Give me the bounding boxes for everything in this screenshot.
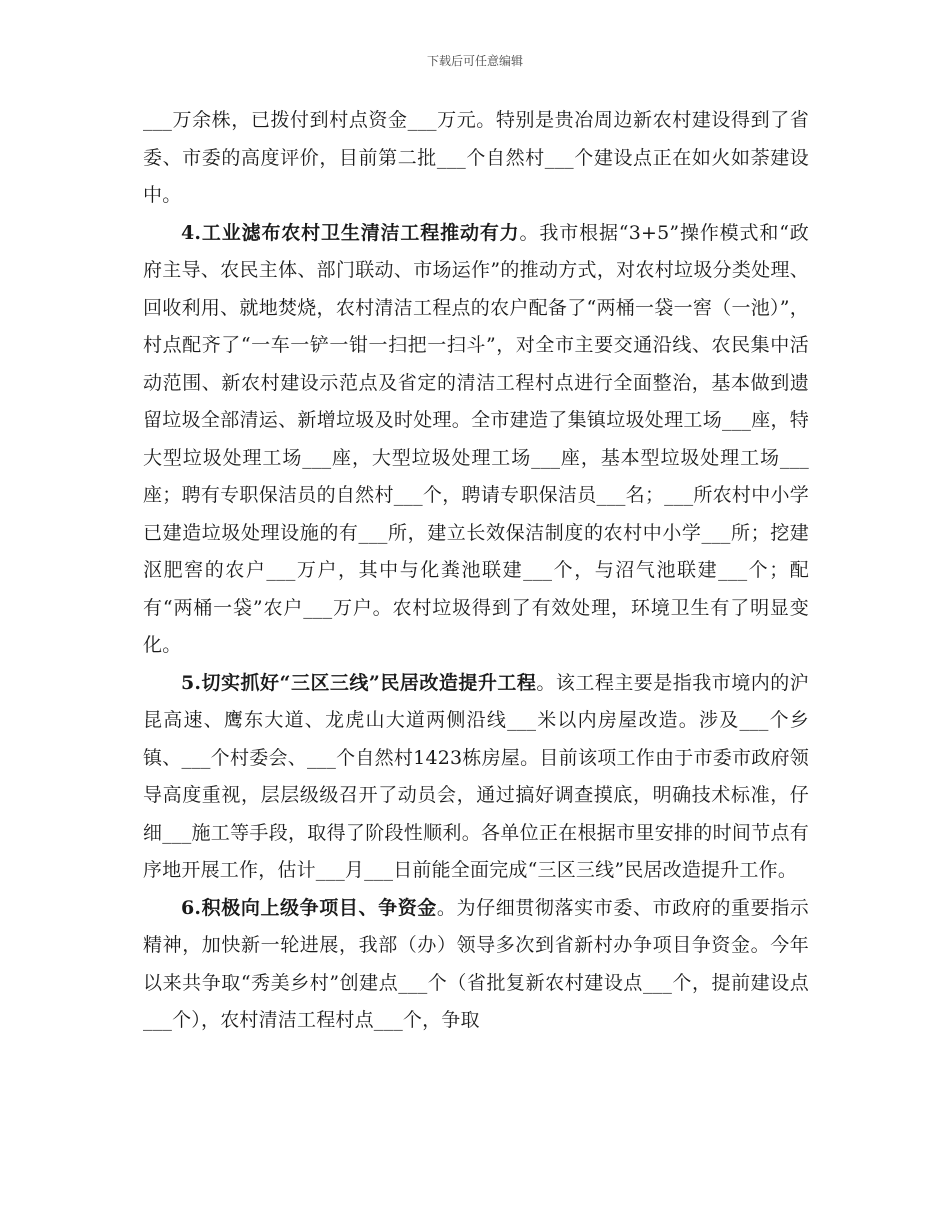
paragraph-4-text: 。为仔细贯彻落实市委、市政府的重要指示精神，加快新一轮进展，我部（办）领导多次到省新村办争项目争资金。今年以来共争取“秀美乡村”创建点___个（省批复新农村建设点___个，提前建设点___个），农村清洁工程村点___个，争取 [143,896,809,1031]
paragraph-2-text: 。我市根据“3+5”操作模式和“政府主导、农民主体、部门联动、市场运作”的推动方式，对农村垃圾分类处理、回收利用、就地焚烧，农村清洁工程点的农户配备了“两桶一袋一窖（一池）”，村点配齐了“一车一铲一钳一扫把一扫斗”，对全市主要交通沿线、农民集中活动范围、新农村建设示范点及省定的清洁工程村点进行全面整治，基本做到遗留垃圾全部清运、新增垃圾及时处理。全市建造了集镇垃圾处理工场___座，特大型垃圾处理工场___座，大型垃圾处理工场___座，基本型垃圾处理工场___座；聘有专职保洁员的自然村___个，聘请专职保洁员___名；___所农村中小学已建造垃圾处理设施的有___所，建立长效保洁制度的农村中小学___所；挖建沤肥窖的农户___万户，其中与化粪池联建___个，与沼气池联建___个；配有“两桶一袋”农户___万户。农村垃圾得到了有效处理，环境卫生有了明显变化。 [143,221,809,656]
paragraph-3 [143,665,809,890]
paragraph-4 [143,890,809,1040]
document-body [143,102,809,1040]
paragraph-4-heading: 6.积极向上级争项目、争资金 [181,896,437,919]
paragraph-3-text: 。该工程主要是指我市境内的沪昆高速、鹰东大道、龙虎山大道两侧沿线___米以内房屋改造。涉及___个乡镇、___个村委会、___个自然村1423栋房屋。目前该项工作由于市委市政府领导高度重视，层层级级召开了动员会，通过搞好调查摸底，明确技术标准，仔细___施工等手段，取得了阶段性顺利。各单位正在根据市里安排的时间节点有序地开展工作，估计___月___日前能全面完成“三区三线”民居改造提升工作。 [143,671,809,881]
page-header-note: 下载后可任意编辑 [426,54,523,68]
paragraph-2-heading: 4.工业滤布农村卫生清洁工程推动有力 [181,221,520,244]
paragraph-3-heading: 5.切实抓好“三区三线”民居改造提升工程 [181,671,537,694]
paragraph-2 [143,215,809,665]
paragraph-1-text: ___万余株，已拨付到村点资金___万元。特别是贵冶周边新农村建设得到了省委、市委的高度评价，目前第二批___个自然村___个建设点正在如火如荼建设中。 [143,109,809,206]
paragraph-1 [143,102,809,215]
